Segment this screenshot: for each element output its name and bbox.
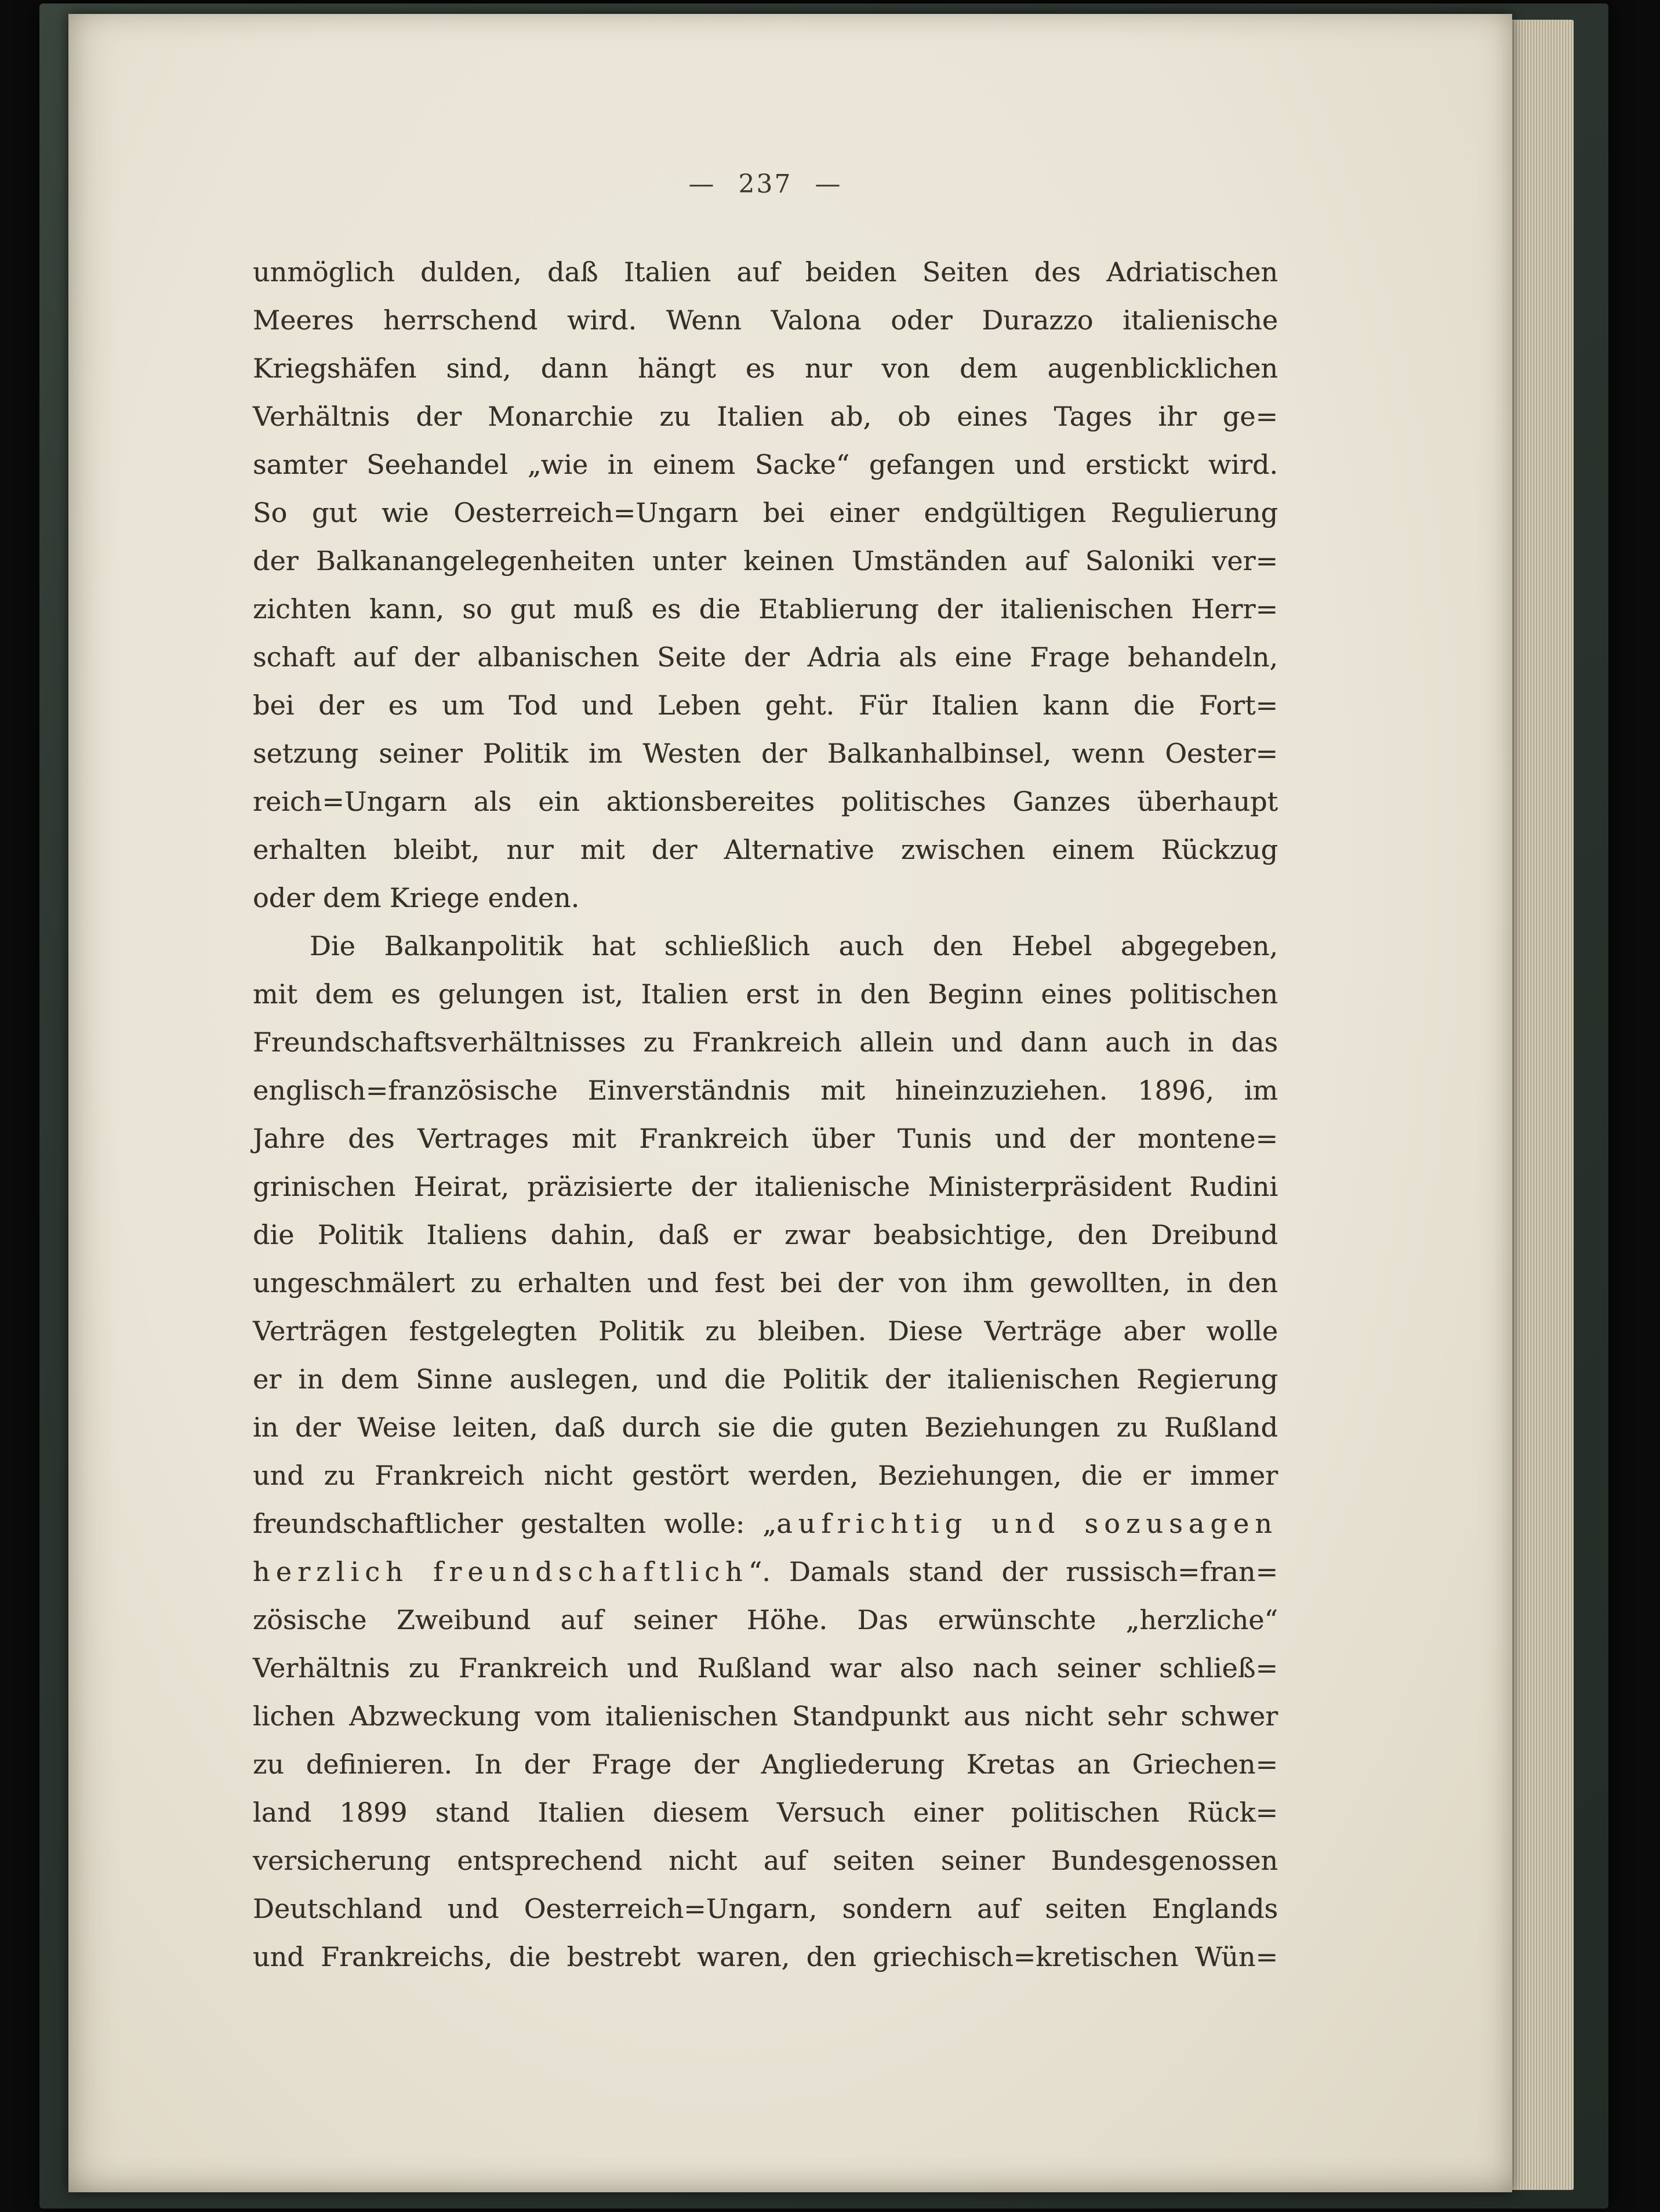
text-line: die Politik Italiens dahin, daß er zwar beabsichtige, den Dreibund <box>253 1219 1278 1250</box>
page-number: — 237 — <box>688 169 842 199</box>
text-line: Die Balkanpolitik hat schließlich auch den Hebel abgegeben, <box>310 930 1278 962</box>
text-line: oder dem Kriege enden. <box>253 882 580 913</box>
emphasized-spaced-text: aufrichtig und sozusagen <box>776 1508 1278 1539</box>
text-line: samter Seehandel „wie in einem Sacke“ gefangen und erstickt wird. <box>253 449 1278 480</box>
text-line: und Frankreichs, die bestrebt waren, den griechisch=kretischen Wün= <box>253 1941 1278 1972</box>
text-line: grinischen Heirat, präzisierte der italienische Ministerpräsident Rudini <box>253 1171 1278 1202</box>
paragraph <box>253 248 1278 922</box>
text-line: mit dem es gelungen ist, Italien erst in den Beginn eines politischen <box>253 978 1278 1010</box>
text-line: versicherung entsprechend nicht auf seiten seiner Bundesgenossen <box>253 1845 1278 1876</box>
text-line: ungeschmälert zu erhalten und fest bei der von ihm gewollten, in den <box>253 1267 1278 1299</box>
text-segment: freundschaftlicher gestalten wolle: „ <box>253 1508 777 1539</box>
text-line: Freundschaftsverhältnisses zu Frankreich allein und dann auch in das <box>253 1027 1278 1058</box>
text-line: zu definieren. In der Frage der Angliederung Kretas an Griechen= <box>253 1749 1278 1780</box>
text-line: englisch=französische Einverständnis mit hineinzuziehen. 1896, im <box>253 1075 1278 1106</box>
text-line: in der Weise leiten, daß durch sie die guten Beziehungen zu Rußland <box>253 1412 1278 1443</box>
text-line: So gut wie Oesterreich=Ungarn bei einer endgültigen Regulierung <box>253 497 1278 528</box>
text-line: Meeres herrschend wird. Wenn Valona oder Durazzo italienische <box>253 304 1278 336</box>
text-line: erhalten bleibt, nur mit der Alternative zwischen einem Rückzug <box>253 834 1278 865</box>
text-line: bei der es um Tod und Leben geht. Für Italien kann die Fort= <box>253 690 1278 721</box>
text-line: zichten kann, so gut muß es die Etablierung der italienischen Herr= <box>253 593 1278 625</box>
text-line: setzung seiner Politik im Westen der Balkanhalbinsel, wenn Oester= <box>253 738 1278 769</box>
text-line: er in dem Sinne auslegen, und die Politik der italienischen Regierung <box>253 1364 1278 1395</box>
text-line: lichen Abzweckung vom italienischen Standpunkt aus nicht sehr schwer <box>253 1700 1278 1732</box>
text-line: Verträgen festgelegten Politik zu bleiben. Diese Verträge aber wolle <box>253 1315 1278 1347</box>
text-line: der Balkanangelegenheiten unter keinen Umständen auf Saloniki ver= <box>253 545 1278 576</box>
book-page <box>68 14 1512 2192</box>
text-line: reich=Ungarn als ein aktionsbereites politisches Ganzes überhaupt <box>253 786 1278 817</box>
text-block <box>253 248 1278 1981</box>
emphasized-spaced-text: herzlich freundschaftlich <box>253 1556 749 1587</box>
text-line: Kriegshäfen sind, dann hängt es nur von dem augenblicklichen <box>253 353 1278 384</box>
text-line: Jahre des Vertrages mit Frankreich über Tunis und der montene= <box>253 1123 1278 1154</box>
text-line: Deutschland und Oesterreich=Ungarn, sondern auf seiten Englands <box>253 1893 1278 1924</box>
text-line: land 1899 stand Italien diesem Versuch einer politischen Rück= <box>253 1797 1278 1828</box>
text-line <box>253 1500 1278 1548</box>
text-segment: “. Damals stand der russisch=fran= <box>748 1556 1278 1587</box>
text-line <box>253 1548 1278 1596</box>
text-line: und zu Frankreich nicht gestört werden, Beziehungen, die er immer <box>253 1460 1278 1491</box>
paragraph <box>253 922 1278 1981</box>
text-line: schaft auf der albanischen Seite der Adria als eine Frage behandeln, <box>253 641 1278 673</box>
text-line: unmöglich dulden, daß Italien auf beiden Seiten des Adriatischen <box>253 256 1278 288</box>
text-line: Verhältnis zu Frankreich und Rußland war also nach seiner schließ= <box>253 1652 1278 1684</box>
page-edge-stack <box>1503 20 1574 2190</box>
text-line: Verhältnis der Monarchie zu Italien ab, ob eines Tages ihr ge= <box>253 401 1278 432</box>
text-line: zösische Zweibund auf seiner Höhe. Das erwünschte „herzliche“ <box>253 1604 1278 1636</box>
